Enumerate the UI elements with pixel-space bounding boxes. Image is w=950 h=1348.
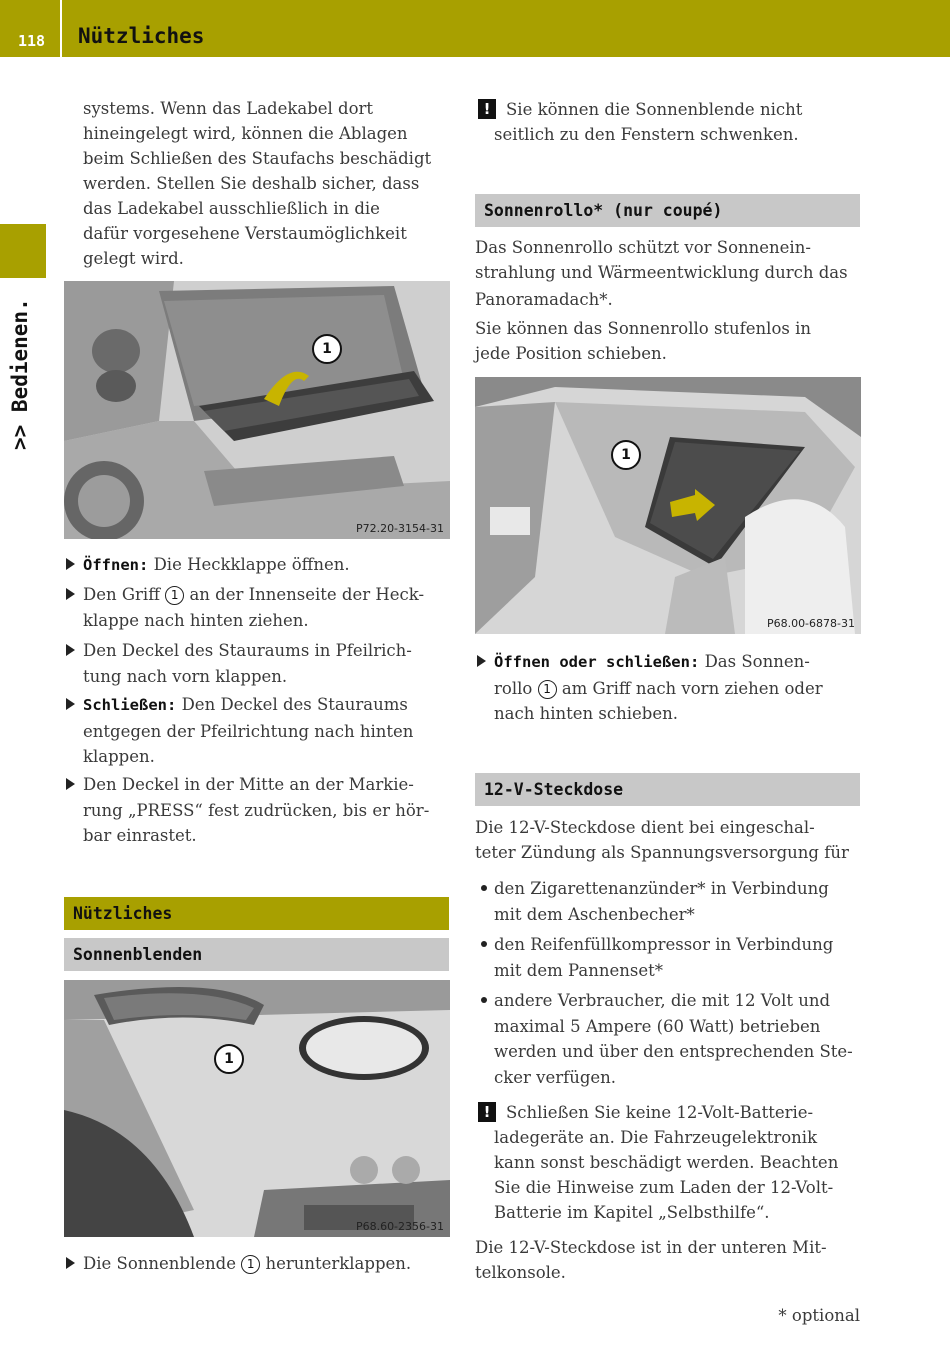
text-line: Batterie im Kapitel „Selbsthilfe“. (494, 1203, 770, 1222)
text-line: Panoramadach*. (475, 290, 613, 309)
text-line: cker verfügen. (494, 1067, 617, 1087)
text-line: kann sonst beschädigt werden. Beachten (494, 1153, 839, 1172)
section-tab-label: >> Bedienen. (8, 298, 32, 450)
text-line: Schließen Sie keine 12-Volt-Batterie- (506, 1103, 814, 1122)
step-text: Den Griff (83, 585, 160, 604)
warning-icon: ! (478, 99, 496, 119)
step-open (83, 552, 453, 579)
callout-ref: 1 (165, 586, 184, 605)
text-line: werden und über den entsprechenden Ste- (494, 1042, 853, 1061)
sun-visor-photo (64, 980, 450, 1237)
side-marker (0, 224, 46, 278)
step-keyword: Schließen: (83, 696, 177, 714)
step-text: Die Heckklappe öffnen. (153, 555, 350, 574)
step-arrow-icon (66, 588, 75, 600)
bullet-dot-icon (481, 997, 487, 1003)
warning-visor (494, 97, 864, 147)
text-line: werden. Stellen Sie deshalb sicher, dass (83, 174, 420, 193)
step-fold (83, 638, 453, 689)
step-text: Den Deckel des Stauraums in Pfeilrich- (83, 641, 412, 660)
text-line: Die 12-V-Steckdose ist in der unteren Mit- (475, 1238, 827, 1257)
text-line: den Zigarettenanzünder* in Verbindung (494, 879, 829, 898)
list-item (494, 932, 864, 983)
step-text: nach hinten schieben. (494, 704, 678, 723)
callout-ref: 1 (241, 1255, 260, 1274)
text-line: maximal 5 Ampere (60 Watt) betrieben (494, 1016, 821, 1036)
step-text: bar einrastet. (83, 826, 197, 845)
warning-icon: ! (478, 1102, 496, 1122)
step-text: Das Sonnen- (704, 652, 810, 671)
intro-text (83, 96, 453, 271)
text-line: teter Zündung als Spannungsversorgung für (475, 843, 849, 862)
subsection-heading: Sonnenrollo* (nur coupé) (475, 194, 860, 227)
callout-1: 1 (214, 1044, 244, 1074)
text-line: mit dem Aschenbecher* (494, 904, 695, 924)
text-line: Sie können die Sonnenblende nicht (506, 100, 803, 119)
step-text: klappen. (83, 747, 155, 766)
sun-roller-photo (475, 377, 861, 634)
step-text: herunterklappen. (265, 1254, 412, 1273)
text-line: das Ladekabel ausschließlich in die (83, 199, 380, 218)
text-line: jede Position schieben. (475, 344, 667, 363)
bullet-dot-icon (481, 941, 487, 947)
section-heading: Nützliches (64, 897, 449, 930)
step-rollo (494, 649, 864, 727)
step-keyword: Öffnen oder schließen: (494, 653, 700, 671)
text-line: hineingelegt wird, können die Ablagen (83, 124, 408, 143)
text-line: Das Sonnenrollo schützt vor Sonnenein- (475, 238, 811, 257)
page-number: 118 (0, 0, 62, 57)
text-line: Sie können das Sonnenrollo stufenlos in (475, 319, 812, 338)
text-line: strahlung und Wärmeentwicklung durch das (475, 263, 848, 282)
step-arrow-icon (66, 778, 75, 790)
callout-ref: 1 (538, 680, 557, 699)
closing-text (475, 1235, 865, 1285)
text-line: dafür vorgesehene Verstaumöglichkeit (83, 224, 407, 243)
text-line: gelegt wird. (83, 249, 184, 268)
subsection-heading: Sonnenblenden (64, 938, 449, 971)
step-visor (83, 1251, 453, 1277)
text-line: Sie die Hinweise zum Laden der 12-Volt- (494, 1178, 834, 1197)
step-handle (83, 582, 453, 633)
text-line: beim Schließen des Staufachs beschädigt (83, 149, 432, 168)
warning-charger (494, 1100, 869, 1225)
step-text: Die Sonnenblende (83, 1254, 236, 1273)
step-text: an der Innenseite der Heck- (189, 585, 425, 604)
callout-1: 1 (611, 440, 641, 470)
step-arrow-icon (66, 698, 75, 710)
bullet-dot-icon (481, 885, 487, 891)
sonnenrollo-text (475, 235, 865, 366)
step-text: tung nach vorn klappen. (83, 666, 288, 686)
step-text: Den Deckel des Stauraums (181, 695, 408, 714)
subsection-heading: 12-V-Steckdose (475, 773, 860, 806)
text-line: systems. Wenn das Ladekabel dort (83, 99, 374, 118)
step-text: klappe nach hinten ziehen. (83, 610, 309, 630)
text-line: ladegeräte an. Die Fahrzeugelektronik (494, 1128, 818, 1147)
footnote: * optional (778, 1306, 860, 1325)
text-line: andere Verbraucher, die mit 12 Volt und (494, 991, 831, 1010)
photo-code: P68.60-2356-31 (355, 1220, 444, 1233)
step-keyword: Öffnen: (83, 556, 149, 574)
step-arrow-icon (66, 644, 75, 656)
photo-code: P68.00-6878-31 (766, 617, 855, 630)
trunk-photo (64, 281, 450, 539)
steckdose-text (475, 815, 865, 865)
step-text: entgegen der Pfeilrichtung nach hinten (83, 721, 414, 741)
step-press (83, 772, 453, 849)
step-text: rung „PRESS“ fest zudrücken, bis er hör- (83, 800, 430, 820)
callout-1: 1 (312, 334, 342, 364)
list-item (494, 876, 864, 927)
step-arrow-icon (66, 558, 75, 570)
step-arrow-icon (477, 655, 486, 667)
section-tab (8, 290, 42, 450)
page-title: Nützliches (78, 24, 205, 48)
step-text: rollo (494, 678, 533, 698)
text-line: den Reifenfüllkompressor in Verbindung (494, 935, 834, 954)
list-item (494, 988, 864, 1090)
step-text: am Griff nach vorn ziehen oder (561, 678, 823, 698)
step-text: Den Deckel in der Mitte an der Markie- (83, 775, 414, 794)
text-line: seitlich zu den Fenstern schwenken. (494, 125, 799, 144)
text-line: mit dem Pannenset* (494, 960, 663, 980)
text-line: telkonsole. (475, 1263, 566, 1282)
step-close (83, 692, 453, 770)
text-line: Die 12-V-Steckdose dient bei eingeschal- (475, 818, 815, 837)
photo-code: P72.20-3154-31 (355, 522, 444, 535)
step-arrow-icon (66, 1257, 75, 1269)
